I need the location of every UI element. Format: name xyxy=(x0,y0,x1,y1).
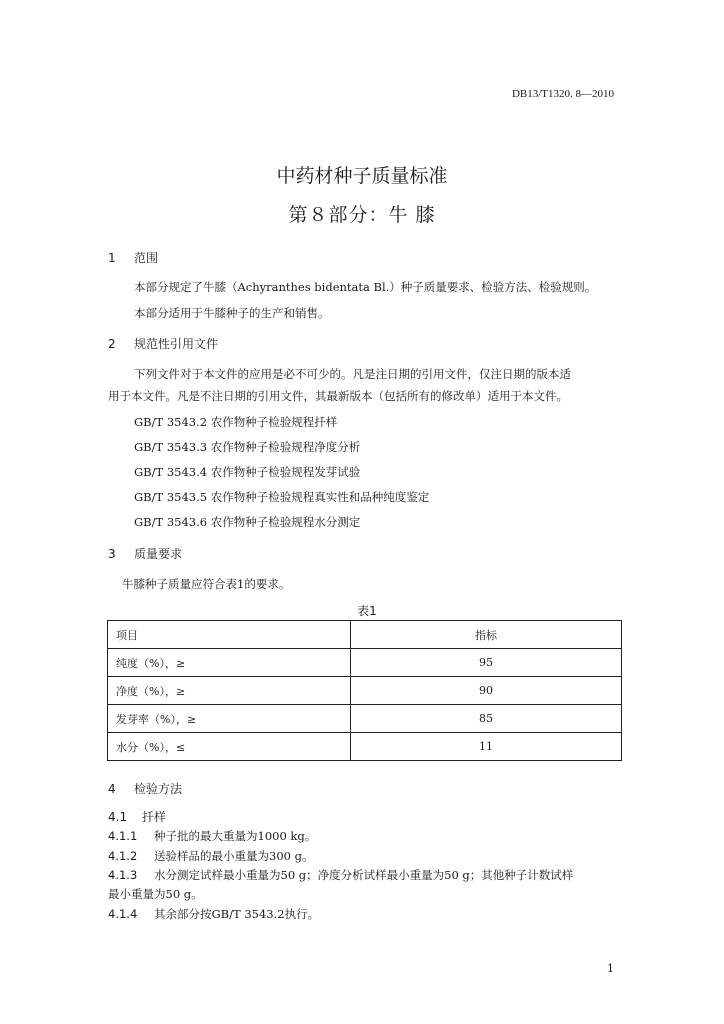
section-1-paragraph-1: 本部分规定了牛膝（Achyranthes bidentata Bl.）种子质量要求、检验方法、检验规则。 xyxy=(134,280,597,294)
clause-4-1-3 xyxy=(108,867,573,883)
section-3-title: 质量要求 xyxy=(134,547,183,561)
subsection-4-1-title: 扦样 xyxy=(142,810,167,824)
clause-number: 4.1.1 xyxy=(108,829,138,843)
quality-requirements-table xyxy=(107,620,622,761)
clause-number: 4.1.3 xyxy=(108,868,138,882)
section-1-paragraph-2: 本部分适用于牛膝种子的生产和销售。 xyxy=(134,306,330,320)
subsection-4-1-heading xyxy=(108,808,166,825)
section-4-heading xyxy=(108,780,182,797)
normative-reference: GB/T 3543.3 农作物种子检验规程净度分析 xyxy=(134,440,361,454)
table-header-item: 项目 xyxy=(108,621,351,649)
clause-4-1-2 xyxy=(108,848,313,864)
clause-4-1-4 xyxy=(108,906,319,922)
table-header-value: 指标 xyxy=(351,621,622,649)
table-row xyxy=(108,649,622,677)
table-cell-item: 净度（%），≥ xyxy=(108,677,351,705)
page-number: 1 xyxy=(607,962,614,975)
table-cell-item: 发芽率（%），≥ xyxy=(108,705,351,733)
section-2-paragraph-line-1: 下列文件对于本文件的应用是必不可少的。凡是注日期的引用文件，仅注日期的版本适 xyxy=(134,367,571,381)
section-3-heading xyxy=(108,545,182,562)
section-2-number: 2 xyxy=(108,337,116,351)
clause-text: 水分测定试样最小重量为50 g；净度分析试样最小重量为50 g；其他种子计数试样 xyxy=(154,868,574,882)
clause-text: 其余部分按GB/T 3543.2执行。 xyxy=(154,907,320,921)
clause-text: 送验样品的最小重量为300 g。 xyxy=(154,849,314,863)
document-title: 中药材种子质量标准 xyxy=(276,165,448,187)
normative-reference: GB/T 3543.6 农作物种子检验规程水分测定 xyxy=(134,515,361,529)
section-1-title: 范围 xyxy=(134,251,159,265)
section-3-paragraph: 牛膝种子质量应符合表1的要求。 xyxy=(122,577,291,591)
table-header-row xyxy=(108,621,622,649)
table-cell-value: 95 xyxy=(351,649,622,677)
table-cell-item: 纯度（%），≥ xyxy=(108,649,351,677)
clause-number: 4.1.2 xyxy=(108,849,138,863)
clause-4-1-3-continuation: 最小重量为50 g。 xyxy=(108,887,203,901)
table-row xyxy=(108,733,622,761)
table-caption: 表1 xyxy=(357,604,377,618)
table-row xyxy=(108,677,622,705)
normative-reference: GB/T 3543.5 农作物种子检验规程真实性和品种纯度鉴定 xyxy=(134,490,430,504)
section-2-paragraph-line-2: 用于本文件。凡是不注日期的引用文件，其最新版本（包括所有的修改单）适用于本文件。 xyxy=(108,389,568,403)
section-2-heading xyxy=(108,335,218,352)
subsection-4-1-number: 4.1 xyxy=(108,810,128,824)
table-cell-value: 85 xyxy=(351,705,622,733)
section-4-title: 检验方法 xyxy=(134,782,183,796)
section-1-heading xyxy=(108,249,158,266)
normative-reference: GB/T 3543.2 农作物种子检验规程扦样 xyxy=(134,415,338,429)
table-cell-item: 水分（%），≤ xyxy=(108,733,351,761)
clause-text: 种子批的最大重量为1000 kg。 xyxy=(154,829,317,843)
clause-number: 4.1.4 xyxy=(108,907,138,921)
normative-reference: GB/T 3543.4 农作物种子检验规程发芽试验 xyxy=(134,465,361,479)
table-row xyxy=(108,705,622,733)
table-cell-value: 11 xyxy=(351,733,622,761)
section-2-title: 规范性引用文件 xyxy=(134,337,219,351)
section-1-number: 1 xyxy=(108,251,116,265)
document-subtitle: 第８部分：牛 膝 xyxy=(288,204,436,226)
standard-id: DB13/T1320. 8—2010 xyxy=(511,88,614,100)
section-3-number: 3 xyxy=(108,547,116,561)
section-4-number: 4 xyxy=(108,782,116,796)
clause-4-1-1 xyxy=(108,828,316,844)
table-cell-value: 90 xyxy=(351,677,622,705)
